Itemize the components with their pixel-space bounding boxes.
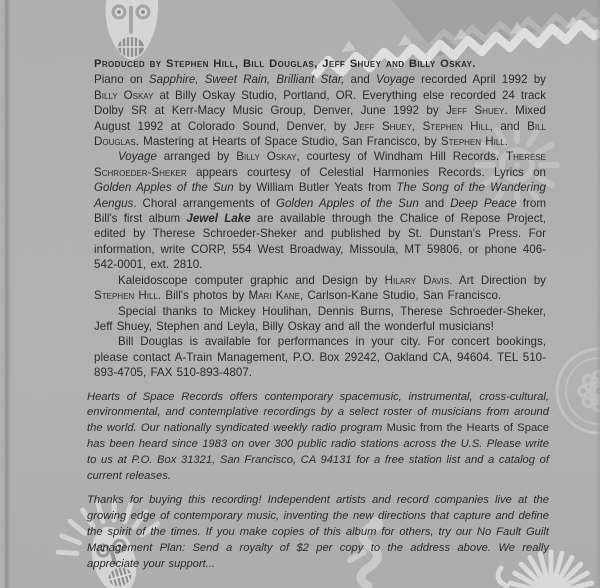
page-edge-shadow — [595, 0, 600, 588]
celtic-knot-icon — [557, 349, 600, 433]
mask-icon-top-left — [106, 0, 158, 60]
paragraph-label-note: Hearts of Space Records offers contemporary spacemusic, instrumental, cross-cultural, environmental, and contemplative recordings by a select roster of musicians from around the world. Our nationally syndicated weekly radio program Music from the Hearts of Space has been heard since 1983 on over 300 public radio stations across the U.S. Please write to us at P.O. Box 31321, San Francisco, CA 94131 for a free station list and a catalog of current releases. — [87, 390, 549, 482]
booklet-fold-shadow — [0, 0, 13, 588]
credits-text — [87, 57, 549, 572]
paragraph-produced-by-line: Produced by Stephen Hill, Bill Douglas, Jeff Shuey and Billy Oskay. — [94, 58, 476, 70]
paragraph-thanks-note: Thanks for buying this recording! Independent artists and record companies live at the growing edge of contemporary music, inventing the new directions that capture and define the spirit of the times. If you make copies of this album for others, try our No Fault Guilt Management Plan: Send a royalty of $2 per copy to the address above. We really appreciate your support... — [87, 494, 549, 570]
paragraph-recording-credits: Piano on Sapphire, Sweet Rain, Brilliant Star, and Voyage recorded April 1992 by Billy Oskay at Billy Oskay Studio, Portland, OR. Everything else recorded 24 track Dolby SR at Kerr-Macy Music Group, Denver, June 1992 by Jeff Shuey. Mixed August 1992 at Colorado Sound, Denver, by Jeff Shuey, Stephen Hill, and Bill Douglas. Mastering at Hearts of Space Studio, San Francisco, by Stephen Hill. — [94, 73, 546, 149]
paragraph-booking-info: Bill Douglas is available for performances in your city. For concert bookings, please contact A-Train Management, P.O. Box 29242, Oakland CA, 94604. TEL 510-893-4705, FAX 510-893-4807. — [94, 335, 546, 380]
paragraph-licensing-credits: Voyage arranged by Billy Oskay, courtesy of Windham Hill Records. Therese Schroeder-Sheker appears courtesy of Celestial Harmonies Records. Lyrics on Golden Apples of the Sun by William Butler Yeats from The Song of the Wandering Aengus. Choral arrangements of Golden Apples of the Sun and Deep Peace from Bill's first album Jewel Lake are available through the Chalice of Repose Project, edited by Therese Schroeder-Sheker and published by St. Dunstan's Press. For information, write CORP, 554 West Broadway, Missoula, MT 59806, or phone 406-542-0001, ext. 2810. — [94, 150, 546, 272]
paragraph-design-credits: Kaleidoscope computer graphic and Design by Hilary Davis. Art Direction by Stephen Hill. Bill's photos by Mari Kane, Carlson-Kane Studio, San Francisco. — [94, 273, 546, 303]
paragraph-special-thanks: Special thanks to Mickey Houlihan, Dennis Burns, Therese Schroeder-Sheker, Jeff Shuey, Stephen and Leyla, Billy Oskay and all the wonderful musicians! — [94, 304, 546, 333]
